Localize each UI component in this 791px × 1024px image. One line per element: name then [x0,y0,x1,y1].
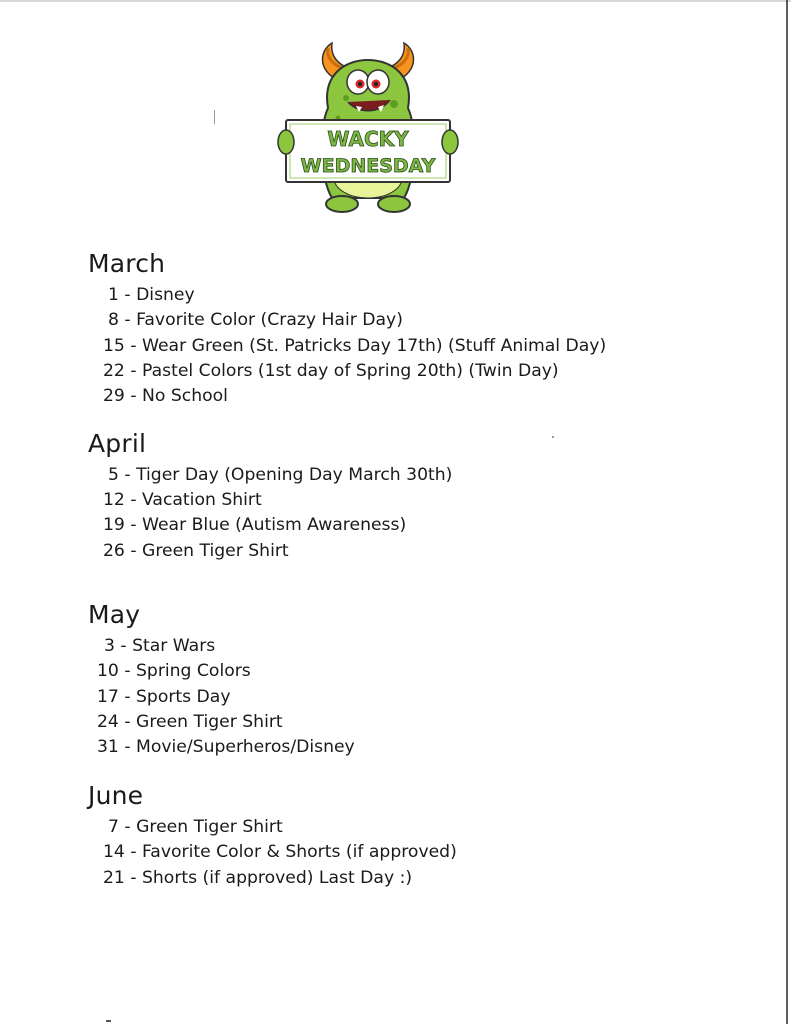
month-heading-june: June [88,781,144,810]
wacky-wednesday-monster-logo [276,38,460,216]
logo-text-wednesday: WEDNESDAY [300,155,436,177]
schedule-item: 10 - Spring Colors [97,661,251,681]
schedule-item: 1 - Disney [108,285,195,305]
month-heading-may: May [88,600,141,629]
scan-top-edge [0,0,791,2]
schedule-item: 17 - Sports Day [97,687,231,707]
schedule-item: 26 - Green Tiger Shirt [103,541,289,561]
schedule-item: 12 - Vacation Shirt [103,490,262,510]
scan-right-edge [786,0,788,1024]
scan-speck [214,110,215,124]
schedule-item: 31 - Movie/Superheros/Disney [97,737,355,757]
schedule-item: 8 - Favorite Color (Crazy Hair Day) [108,310,403,330]
month-heading-april: April [88,429,147,458]
schedule-item: 5 - Tiger Day (Opening Day March 30th) [108,465,453,485]
schedule-item: 24 - Green Tiger Shirt [97,712,283,732]
schedule-item: 21 - Shorts (if approved) Last Day :) [103,868,413,888]
scan-speck [552,436,554,438]
scan-speck [106,1020,111,1022]
logo-text-wacky: WACKY [327,127,409,151]
schedule-item: 7 - Green Tiger Shirt [108,817,283,837]
schedule-item: 19 - Wear Blue (Autism Awareness) [103,515,407,535]
schedule-item: 15 - Wear Green (St. Patricks Day 17th) (Stuff Animal Day) [103,336,607,356]
schedule-item: 14 - Favorite Color & Shorts (if approved) [103,842,457,862]
schedule-item: 22 - Pastel Colors (1st day of Spring 20th) (Twin Day) [103,361,559,381]
schedule-item: 29 - No School [103,386,228,406]
month-heading-march: March [88,249,166,278]
schedule-item: 3 - Star Wars [104,636,216,656]
